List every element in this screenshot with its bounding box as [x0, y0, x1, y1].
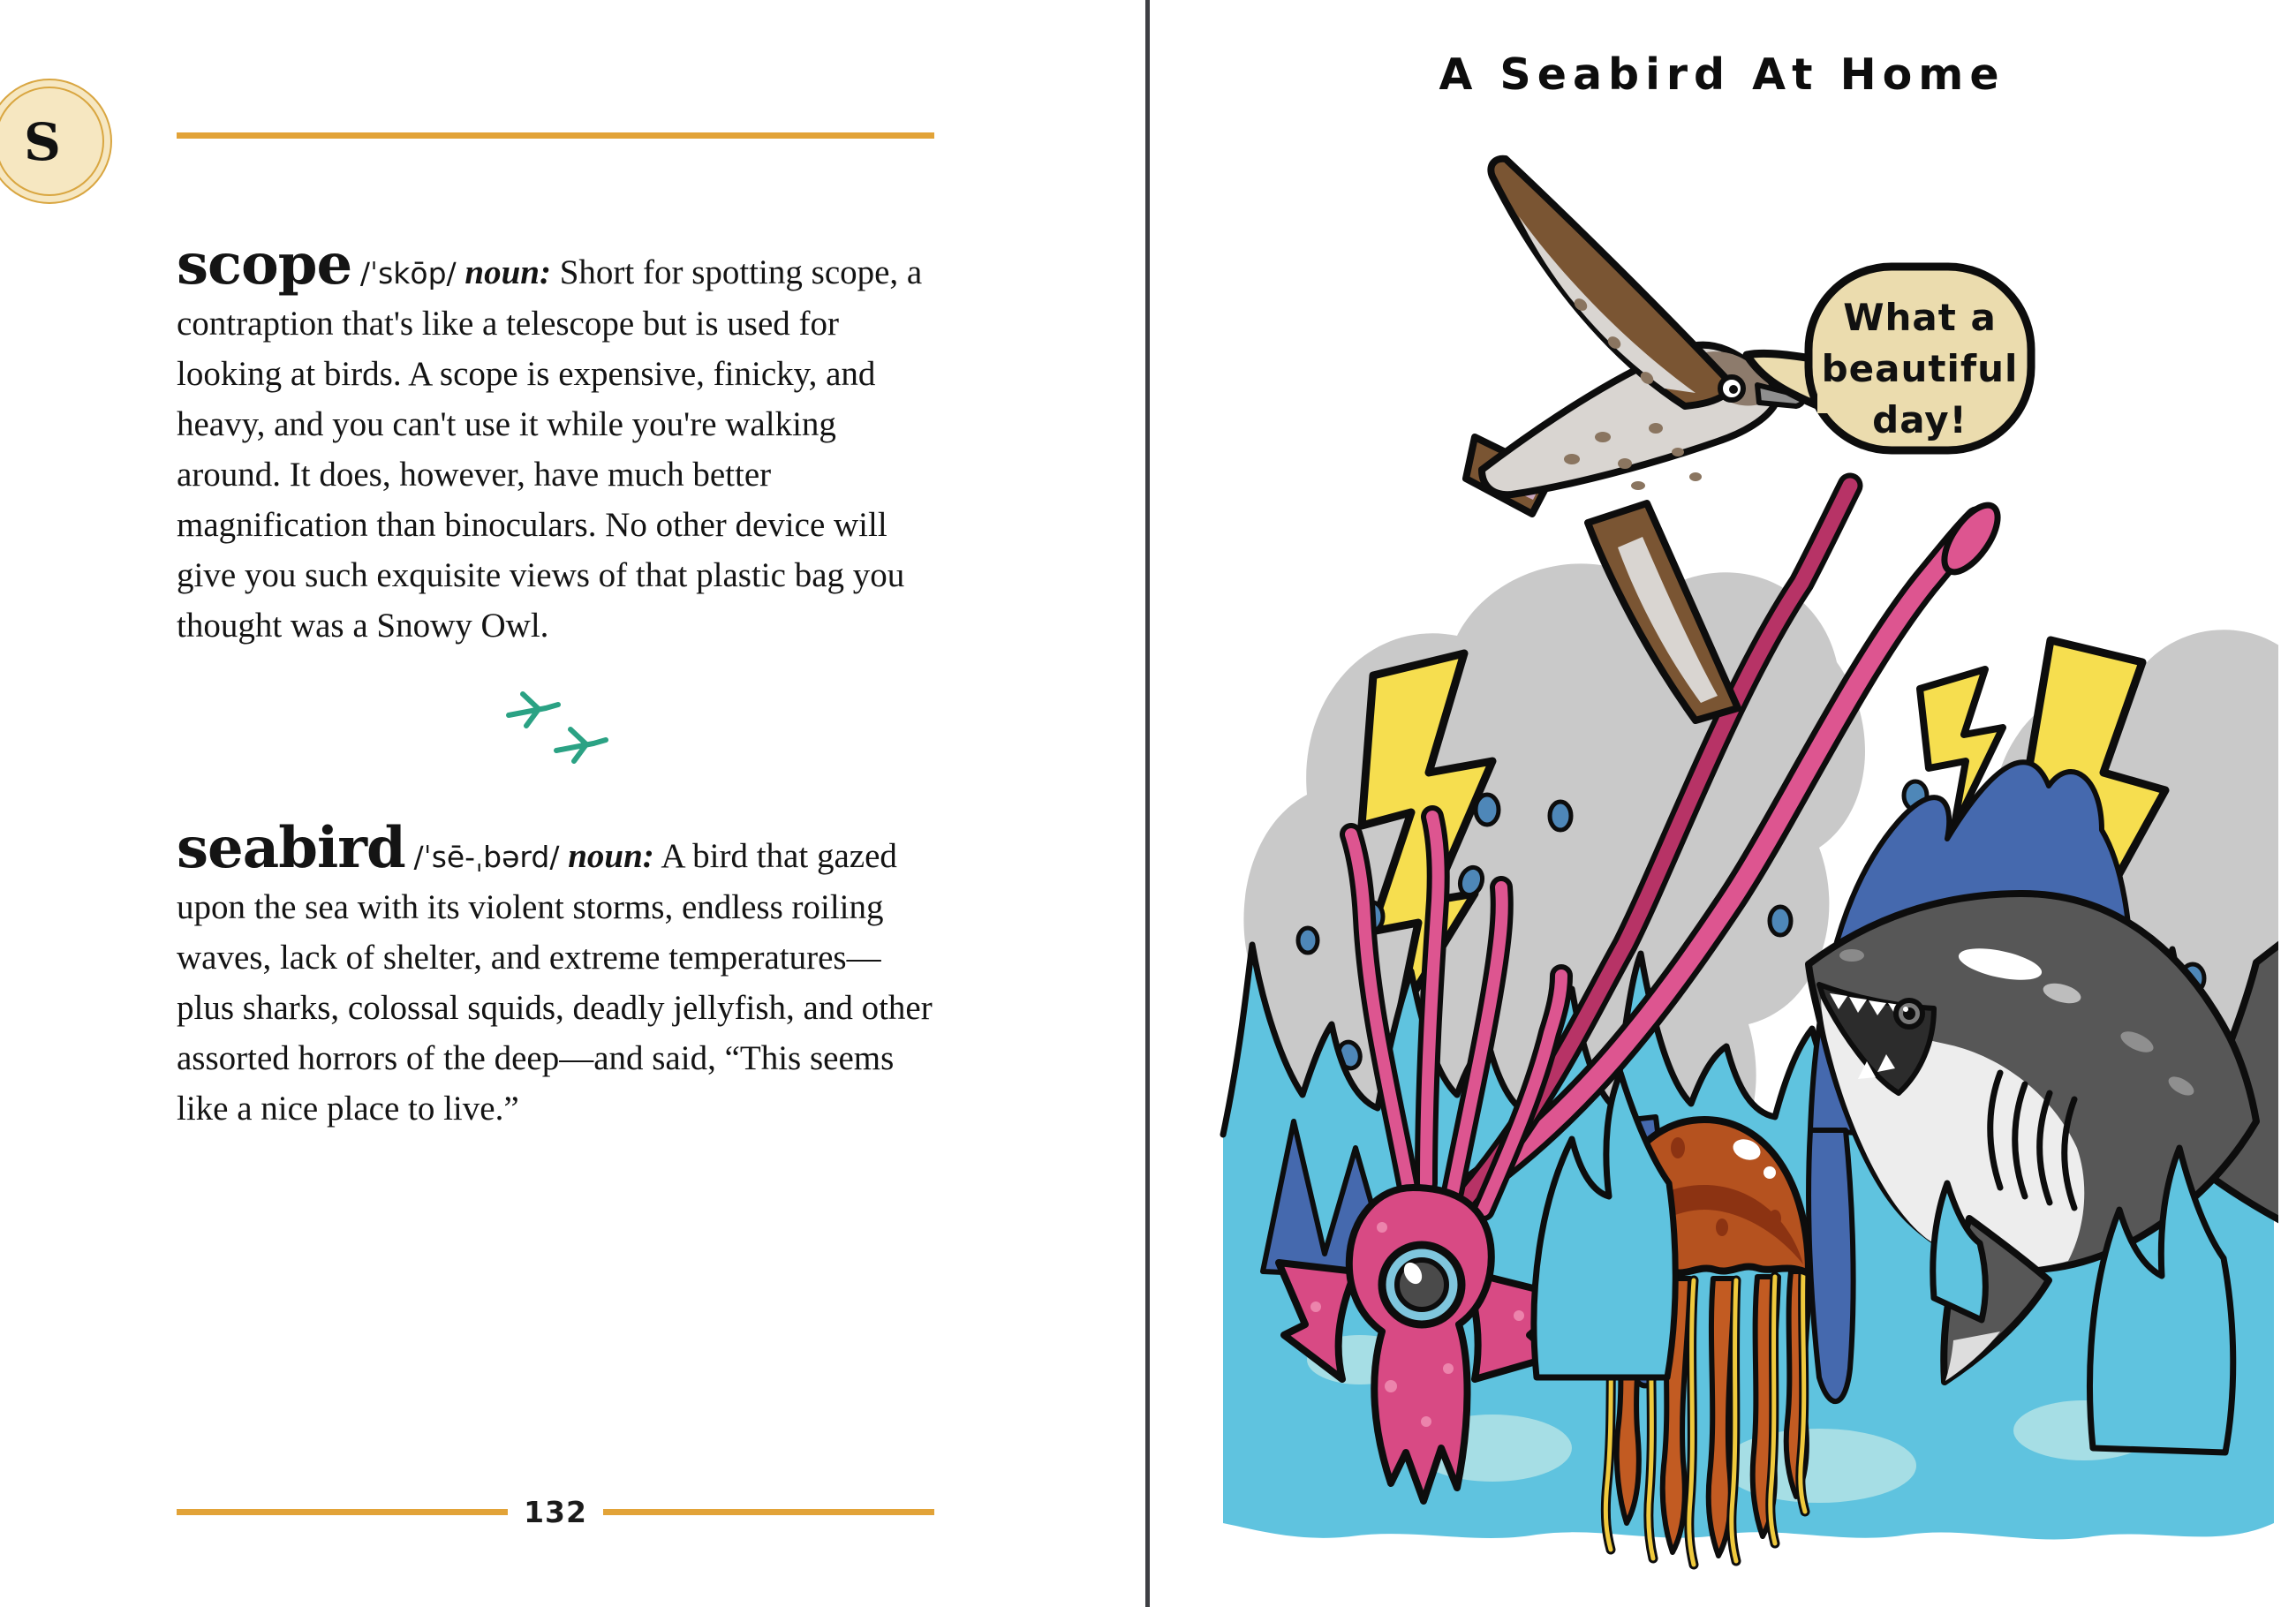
speech-bubble-line-1: What a [1843, 296, 1997, 339]
section-letter: S [24, 112, 61, 172]
speech-bubble-line-2: beautiful [1821, 347, 2019, 390]
entry-word: seabird [177, 815, 405, 881]
folio-rule-left [177, 1509, 508, 1515]
entry-part-of-speech: noun: [568, 837, 654, 875]
entry-word: scope [177, 231, 352, 298]
page-divider [1145, 0, 1150, 1607]
page-number: 132 [524, 1495, 587, 1529]
entry-definition: Short for spotting scope, a contraption that's like a telescope but is used for looking at birds. A scope is expensive, finicky, and heavy, and you can't use it while you're walking around. It does, however, have much better magnification than binoculars. No other device will give you such exquisite views of that plastic bag you thought was a Snowy Owl. [177, 253, 923, 645]
folio-rule-right [603, 1509, 934, 1515]
top-rule [177, 132, 934, 139]
seabird-at-home-illustration [1201, 124, 2278, 1581]
section-letter-badge [0, 74, 120, 208]
speech-bubble [1747, 267, 2031, 450]
bird-footprints-icon [500, 689, 623, 770]
page-footer [177, 1495, 934, 1529]
entry-part-of-speech: noun: [464, 253, 551, 291]
illustration-title: A Seabird At Home [1439, 49, 2005, 100]
entry-definition: A bird that gazed upon the sea with its violent storms, endless roiling waves, lack of shelter, and extreme temperatures—plus sharks, colossal squids, deadly jellyfish, and other assorted horrors of the deep—and said, “This seems like a nice place to live.” [177, 837, 933, 1128]
entry-pronunciation: /ˈskōp/ [359, 256, 457, 290]
entry-pronunciation: /ˈsē-ˌbərd/ [413, 840, 560, 874]
speech-bubble-line-3: day! [1872, 398, 1967, 441]
dictionary-entry-scope [177, 231, 936, 651]
dictionary-entry-seabird [177, 815, 936, 1134]
